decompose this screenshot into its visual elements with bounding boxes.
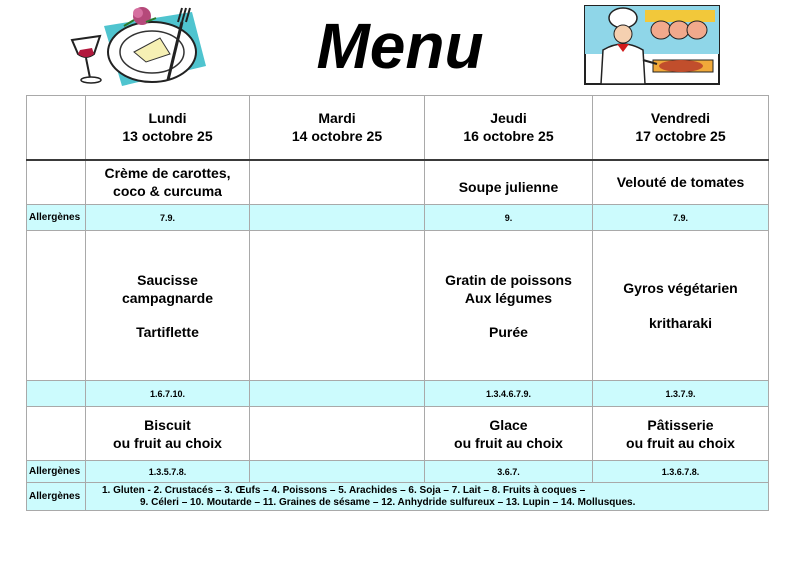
allergens-starter-mardi xyxy=(250,205,425,231)
dish-side: Purée xyxy=(489,323,528,340)
starter-allergens-row xyxy=(27,205,769,231)
page-title: Menu xyxy=(316,10,484,82)
legend-row xyxy=(27,483,769,511)
day-name: Mardi xyxy=(318,110,356,127)
chef-cooking-icon xyxy=(583,4,721,86)
dish-line: ou fruit au choix xyxy=(454,434,563,451)
day-header-vendredi xyxy=(593,96,769,160)
allergens-starter-vendredi: 7.9. xyxy=(593,205,769,231)
dessert-jeudi xyxy=(425,407,593,461)
corner-cell xyxy=(27,96,86,160)
row-label-empty xyxy=(27,160,86,205)
day-header-mardi xyxy=(250,96,425,160)
dessert-row xyxy=(27,407,769,461)
main-jeudi xyxy=(425,231,593,381)
allergens-main-mardi xyxy=(250,381,425,407)
dish-line: Glace xyxy=(489,416,528,433)
dish-line: campagnarde xyxy=(121,289,214,306)
allergen-legend xyxy=(86,483,769,511)
starter-jeudi xyxy=(425,160,593,205)
allergens-dessert-mardi xyxy=(250,461,425,483)
dish-line: Velouté de tomates xyxy=(616,174,745,191)
allergens-label: Allergènes xyxy=(27,461,86,483)
day-date: 16 octobre 25 xyxy=(463,128,554,145)
day-date: 13 octobre 25 xyxy=(122,128,213,145)
legend-line: 1. Gluten - 2. Crustacés – 3. Œufs – 4. Poissons – 5. Arachides – 6. Soja – 7. Lait – 8. Fruits à coques – xyxy=(102,484,586,496)
dish-line: Saucisse xyxy=(137,271,198,288)
row-label-empty xyxy=(27,381,86,407)
allergens-label: Allergènes xyxy=(27,483,86,511)
allergens-dessert-lundi: 1.3.5.7.8. xyxy=(86,461,250,483)
allergens-main-vendredi: 1.3.7.9. xyxy=(593,381,769,407)
dessert-lundi xyxy=(86,407,250,461)
dish-line: coco & curcuma xyxy=(113,183,222,200)
allergens-main-jeudi: 1.3.4.6.7.9. xyxy=(425,381,593,407)
dish-line: Soupe julienne xyxy=(458,179,559,196)
main-lundi xyxy=(86,231,250,381)
row-label-empty xyxy=(27,231,86,381)
day-header-jeudi xyxy=(425,96,593,160)
dish-line: Gyros végétarien xyxy=(623,280,738,296)
dining-plate-wine-rose-icon xyxy=(64,4,214,94)
starter-vendredi xyxy=(593,160,769,205)
dish-line: Biscuit xyxy=(144,416,191,433)
main-vendredi xyxy=(593,231,769,381)
dish-line: Pâtisserie xyxy=(647,416,714,433)
allergens-starter-lundi: 7.9. xyxy=(86,205,250,231)
allergens-label: Allergènes xyxy=(27,205,86,231)
dish-line: Gratin de poissons xyxy=(445,271,572,288)
day-name: Jeudi xyxy=(490,110,527,127)
dish-line: Aux légumes xyxy=(464,289,553,306)
day-name: Lundi xyxy=(148,110,187,127)
allergens-starter-jeudi: 9. xyxy=(425,205,593,231)
menu-table xyxy=(26,95,769,511)
day-date: 14 octobre 25 xyxy=(291,128,383,145)
header-row xyxy=(27,96,769,160)
dessert-mardi xyxy=(250,407,425,461)
dish-side: Tartiflette xyxy=(136,323,199,340)
dessert-vendredi xyxy=(593,407,769,461)
day-name: Vendredi xyxy=(650,110,711,127)
allergens-main-lundi: 1.6.7.10. xyxy=(86,381,250,407)
dish-line: ou fruit au choix xyxy=(113,434,222,451)
day-date: 17 octobre 25 xyxy=(635,128,726,145)
main-allergens-row xyxy=(27,381,769,407)
allergens-dessert-vendredi: 1.3.6.7.8. xyxy=(593,461,769,483)
row-label-empty xyxy=(27,407,86,461)
dessert-allergens-row xyxy=(27,461,769,483)
allergens-dessert-jeudi: 3.6.7. xyxy=(425,461,593,483)
starter-row xyxy=(27,160,769,205)
dish-side: kritharaki xyxy=(648,315,713,331)
dish-line: ou fruit au choix xyxy=(626,434,735,451)
main-row xyxy=(27,231,769,381)
dish-line: Crème de carottes, xyxy=(104,165,231,182)
starter-lundi xyxy=(86,160,250,205)
starter-mardi xyxy=(250,160,425,205)
legend-line: 9. Céleri – 10. Moutarde – 11. Graines de sésame – 12. Anhydride sulfureux – 13. Lupin – 14. Mollusques. xyxy=(140,496,636,508)
main-mardi xyxy=(250,231,425,381)
day-header-lundi xyxy=(86,96,250,160)
